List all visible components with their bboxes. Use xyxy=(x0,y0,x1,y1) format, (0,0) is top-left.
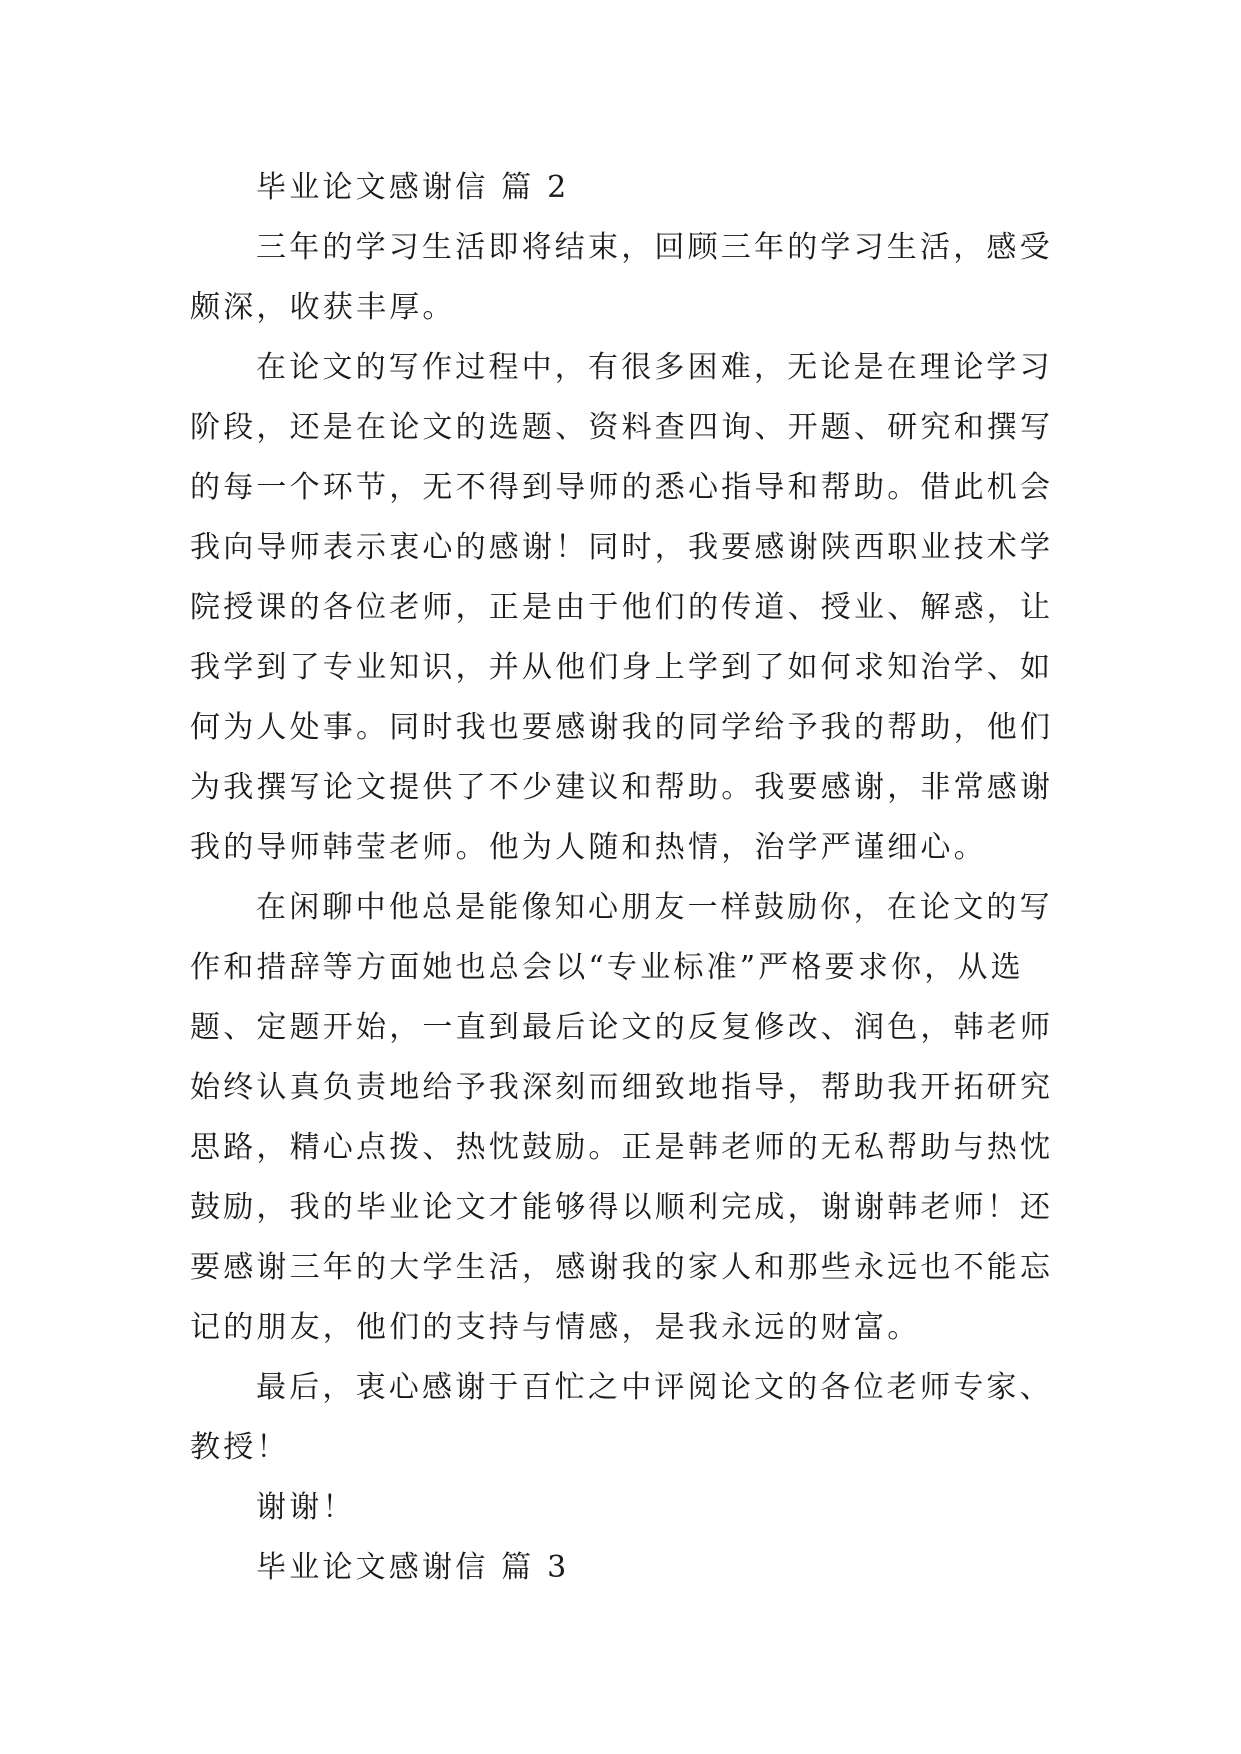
paragraph-line: 的每一个环节，无不得到导师的悉心指导和帮助。借此机会 xyxy=(190,470,1054,505)
paragraph-line: 三年的学习生活即将结束，回顾三年的学习生活，感受 xyxy=(256,230,1053,265)
section-heading: 毕业论文感谢信 篇 3 xyxy=(256,1550,570,1585)
paragraph-line: 要感谢三年的大学生活，感谢我的家人和那些永远也不能忘 xyxy=(190,1250,1054,1285)
paragraph-line: 为我撰写论文提供了不少建议和帮助。我要感谢，非常感谢 xyxy=(190,770,1054,805)
paragraph-line: 记的朋友，他们的支持与情感，是我永远的财富。 xyxy=(190,1310,921,1345)
paragraph-line: 院授课的各位老师，正是由于他们的传道、授业、解惑，让 xyxy=(190,590,1054,625)
paragraph-line: 教授！ xyxy=(190,1430,290,1465)
paragraph-line: 作和措辞等方面她也总会以“专业标准”严格要求你，从选 xyxy=(190,950,1024,985)
section-heading: 毕业论文感谢信 篇 2 xyxy=(256,170,570,205)
paragraph-line: 最后，衷心感谢于百忙之中评阅论文的各位老师专家、 xyxy=(256,1370,1053,1405)
paragraph-line: 鼓励，我的毕业论文才能够得以顺利完成，谢谢韩老师！还 xyxy=(190,1190,1054,1225)
document-body xyxy=(190,158,1054,1598)
paragraph-line: 阶段，还是在论文的选题、资料查四询、开题、研究和撰写 xyxy=(190,410,1054,445)
paragraph-line: 谢谢！ xyxy=(256,1490,356,1525)
paragraph-line: 在论文的写作过程中，有很多困难，无论是在理论学习 xyxy=(256,350,1053,385)
paragraph-line: 我的导师韩莹老师。他为人随和热情，治学严谨细心。 xyxy=(190,830,987,865)
paragraph-line: 我学到了专业知识，并从他们身上学到了如何求知治学、如 xyxy=(190,650,1054,685)
paragraph-line: 颇深，收获丰厚。 xyxy=(190,290,456,325)
paragraph-line: 始终认真负责地给予我深刻而细致地指导，帮助我开拓研究 xyxy=(190,1070,1054,1105)
paragraph-line: 题、定题开始，一直到最后论文的反复修改、润色，韩老师 xyxy=(190,1010,1054,1045)
paragraph-line: 我向导师表示衷心的感谢！同时，我要感谢陕西职业技术学 xyxy=(190,530,1054,565)
paragraph-line: 何为人处事。同时我也要感谢我的同学给予我的帮助，他们 xyxy=(190,710,1054,745)
paragraph-line: 思路，精心点拨、热忱鼓励。正是韩老师的无私帮助与热忱 xyxy=(190,1130,1054,1165)
paragraph-line: 在闲聊中他总是能像知心朋友一样鼓励你，在论文的写 xyxy=(256,890,1053,925)
